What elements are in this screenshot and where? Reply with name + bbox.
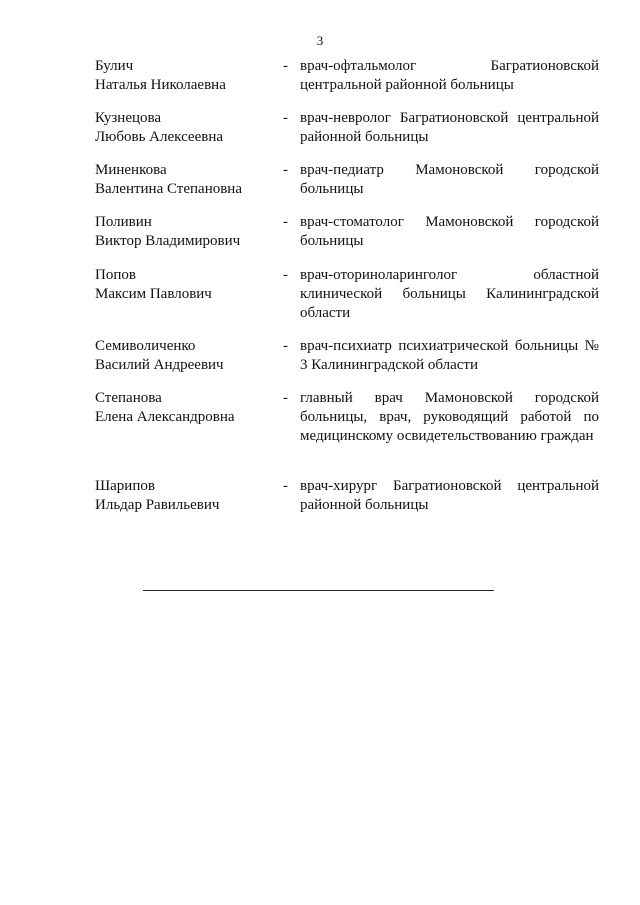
separator-dash: - xyxy=(283,267,288,283)
member-surname: Степанова xyxy=(95,390,162,406)
separator-dash: - xyxy=(283,162,288,178)
member-surname: Кузнецова xyxy=(95,110,162,126)
member-surname: Булич xyxy=(95,58,134,74)
member-name xyxy=(95,389,275,427)
member-position: врач-невролог Багратионовской центральной районной больницы xyxy=(300,110,599,145)
member-position: главный врач Мамоновской городской больницы, врач, руководящий работой по медицинскому освидетельствованию граждан xyxy=(300,390,599,444)
member-surname: Шарипов xyxy=(95,478,155,494)
member-name xyxy=(95,109,275,147)
separator-dash: - xyxy=(283,110,288,126)
separator-dash: - xyxy=(283,214,288,230)
closing-divider-line xyxy=(143,590,494,591)
separator-dash: - xyxy=(283,478,288,494)
member-name xyxy=(95,337,275,375)
member-given-names: Василий Андреевич xyxy=(95,357,224,373)
member-surname: Миненкова xyxy=(95,162,167,178)
member-name xyxy=(95,477,275,515)
member-position: врач-хирург Багратионовской центральной районной больницы xyxy=(300,478,599,513)
member-name xyxy=(95,213,275,251)
member-position: врач-стоматолог Мамоновской городской больницы xyxy=(300,214,599,249)
member-given-names: Виктор Владимирович xyxy=(95,233,241,249)
member-surname: Семиволиченко xyxy=(95,338,196,354)
member-surname: Поливин xyxy=(95,214,152,230)
member-given-names: Валентина Степановна xyxy=(95,181,242,197)
member-given-names: Ильдар Равильевич xyxy=(95,497,220,513)
member-position: врач-офтальмолог Багратионовской центральной районной больницы xyxy=(300,58,599,93)
member-position: врач-оториноларинголог областной клинической больницы Калининградской области xyxy=(300,267,599,321)
member-surname: Попов xyxy=(95,267,136,283)
member-given-names: Елена Александровна xyxy=(95,409,235,425)
member-name xyxy=(95,161,275,199)
separator-dash: - xyxy=(283,58,288,74)
separator-dash: - xyxy=(283,390,288,406)
member-given-names: Наталья Николаевна xyxy=(95,77,226,93)
member-position: врач-психиатр психиатрической больницы № 3 Калининградской области xyxy=(300,338,599,373)
page-number: 3 xyxy=(316,33,324,48)
member-given-names: Максим Павлович xyxy=(95,286,212,302)
separator-dash: - xyxy=(283,338,288,354)
member-given-names: Любовь Алексеевна xyxy=(95,129,223,145)
member-name xyxy=(95,266,275,304)
member-position: врач-педиатр Мамоновской городской больницы xyxy=(300,162,599,197)
member-name xyxy=(95,57,275,95)
